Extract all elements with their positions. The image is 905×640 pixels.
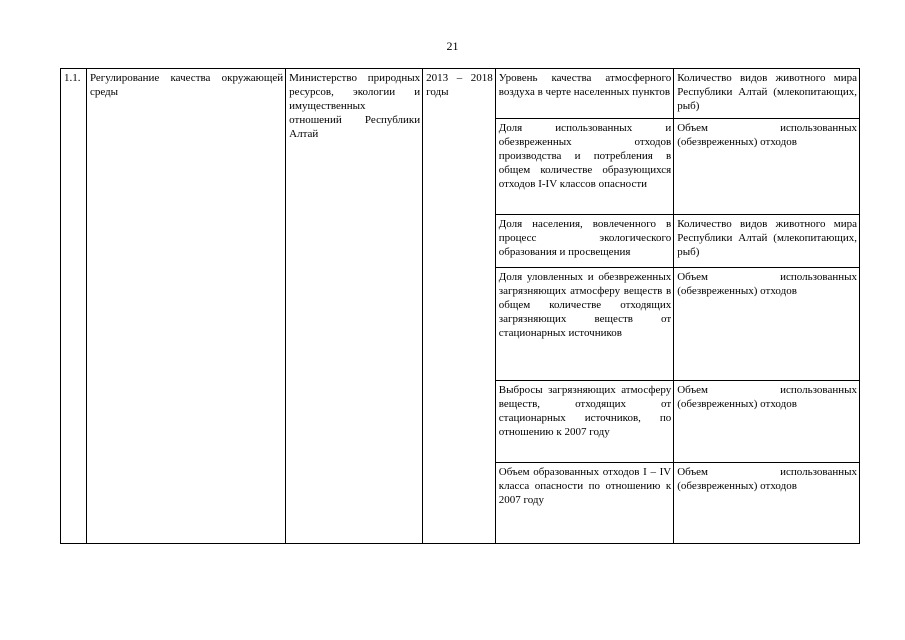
result-indicator-cell: Объем использованных (обезвреженных) отходов [674,268,860,381]
result-indicator-cell: Объем использованных (обезвреженных) отходов [674,381,860,463]
target-indicator-cell: Доля использованных и обезвреженных отходов производства и потребления в общем количестве образующихся отходов I-IV классов опасности [495,119,673,215]
period-cell: 2013 – 2018 годы [423,69,496,544]
target-indicator-cell: Объем образованных отходов I – IV класса опасности по отношению к 2007 году [495,463,673,544]
target-indicator-cell: Доля уловленных и обезвреженных загрязняющих атмосферу веществ в общем количестве отходящих загрязняющих веществ от стационарных источников [495,268,673,381]
table-row [61,69,860,119]
result-indicator-cell: Количество видов животного мира Республики Алтай (млекопитающих, рыб) [674,215,860,268]
result-indicator-cell: Объем использованных (обезвреженных) отходов [674,119,860,215]
program-table [60,68,860,544]
result-indicator-cell: Количество видов животного мира Республики Алтай (млекопитающих, рыб) [674,69,860,119]
target-indicator-cell: Уровень качества атмосферного воздуха в черте населенных пунктов [495,69,673,119]
target-indicator-cell: Выбросы загрязняющих атмосферу веществ, отходящих от стационарных источников, по отношению к 2007 году [495,381,673,463]
target-indicator-cell: Доля населения, вовлеченного в процесс экологического образования и просвещения [495,215,673,268]
page-number: 21 [446,39,459,53]
result-indicator-cell: Объем использованных (обезвреженных) отходов [674,463,860,544]
executor-cell: Министерство природных ресурсов, экологии и имущественных отношений Республики Алтай [286,69,423,544]
row-number-cell: 1.1. [61,69,87,544]
measure-cell: Регулирование качества окружающей среды [86,69,285,544]
